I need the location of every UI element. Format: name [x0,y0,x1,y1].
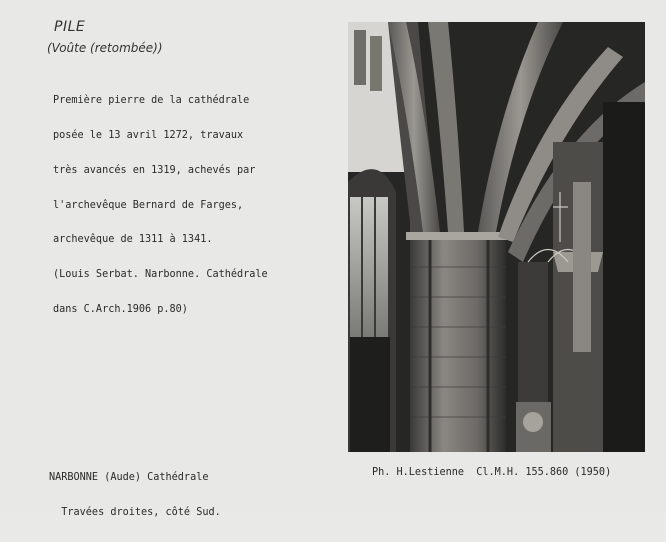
caption-line: Travées droites, côté Sud. [49,506,221,518]
photo-caption [49,449,221,542]
notes-line: (Louis Serbat. Narbonne. Cathédrale [53,269,268,281]
historical-notes [53,72,268,339]
notes-line: l'archevêque Bernard de Farges, [53,199,244,211]
handwritten-title: PILE [54,19,86,35]
cathedral-photograph [348,22,645,452]
notes-line: Première pierre de la cathédrale [53,95,250,107]
notes-line: archevêque de 1311 à 1341. [53,234,213,246]
notes-line: posée le 13 avril 1272, travaux [53,129,244,141]
photo-credit: Ph. H.Lestienne Cl.M.H. 155.860 (1950) [372,467,612,478]
caption-line: NARBONNE (Aude) Cathédrale [49,472,209,484]
handwritten-subtitle: (Voûte (retombée)) [47,41,163,55]
notes-line: dans C.Arch.1906 p.80) [53,303,188,315]
notes-line: très avancés en 1319, achevés par [53,164,256,176]
